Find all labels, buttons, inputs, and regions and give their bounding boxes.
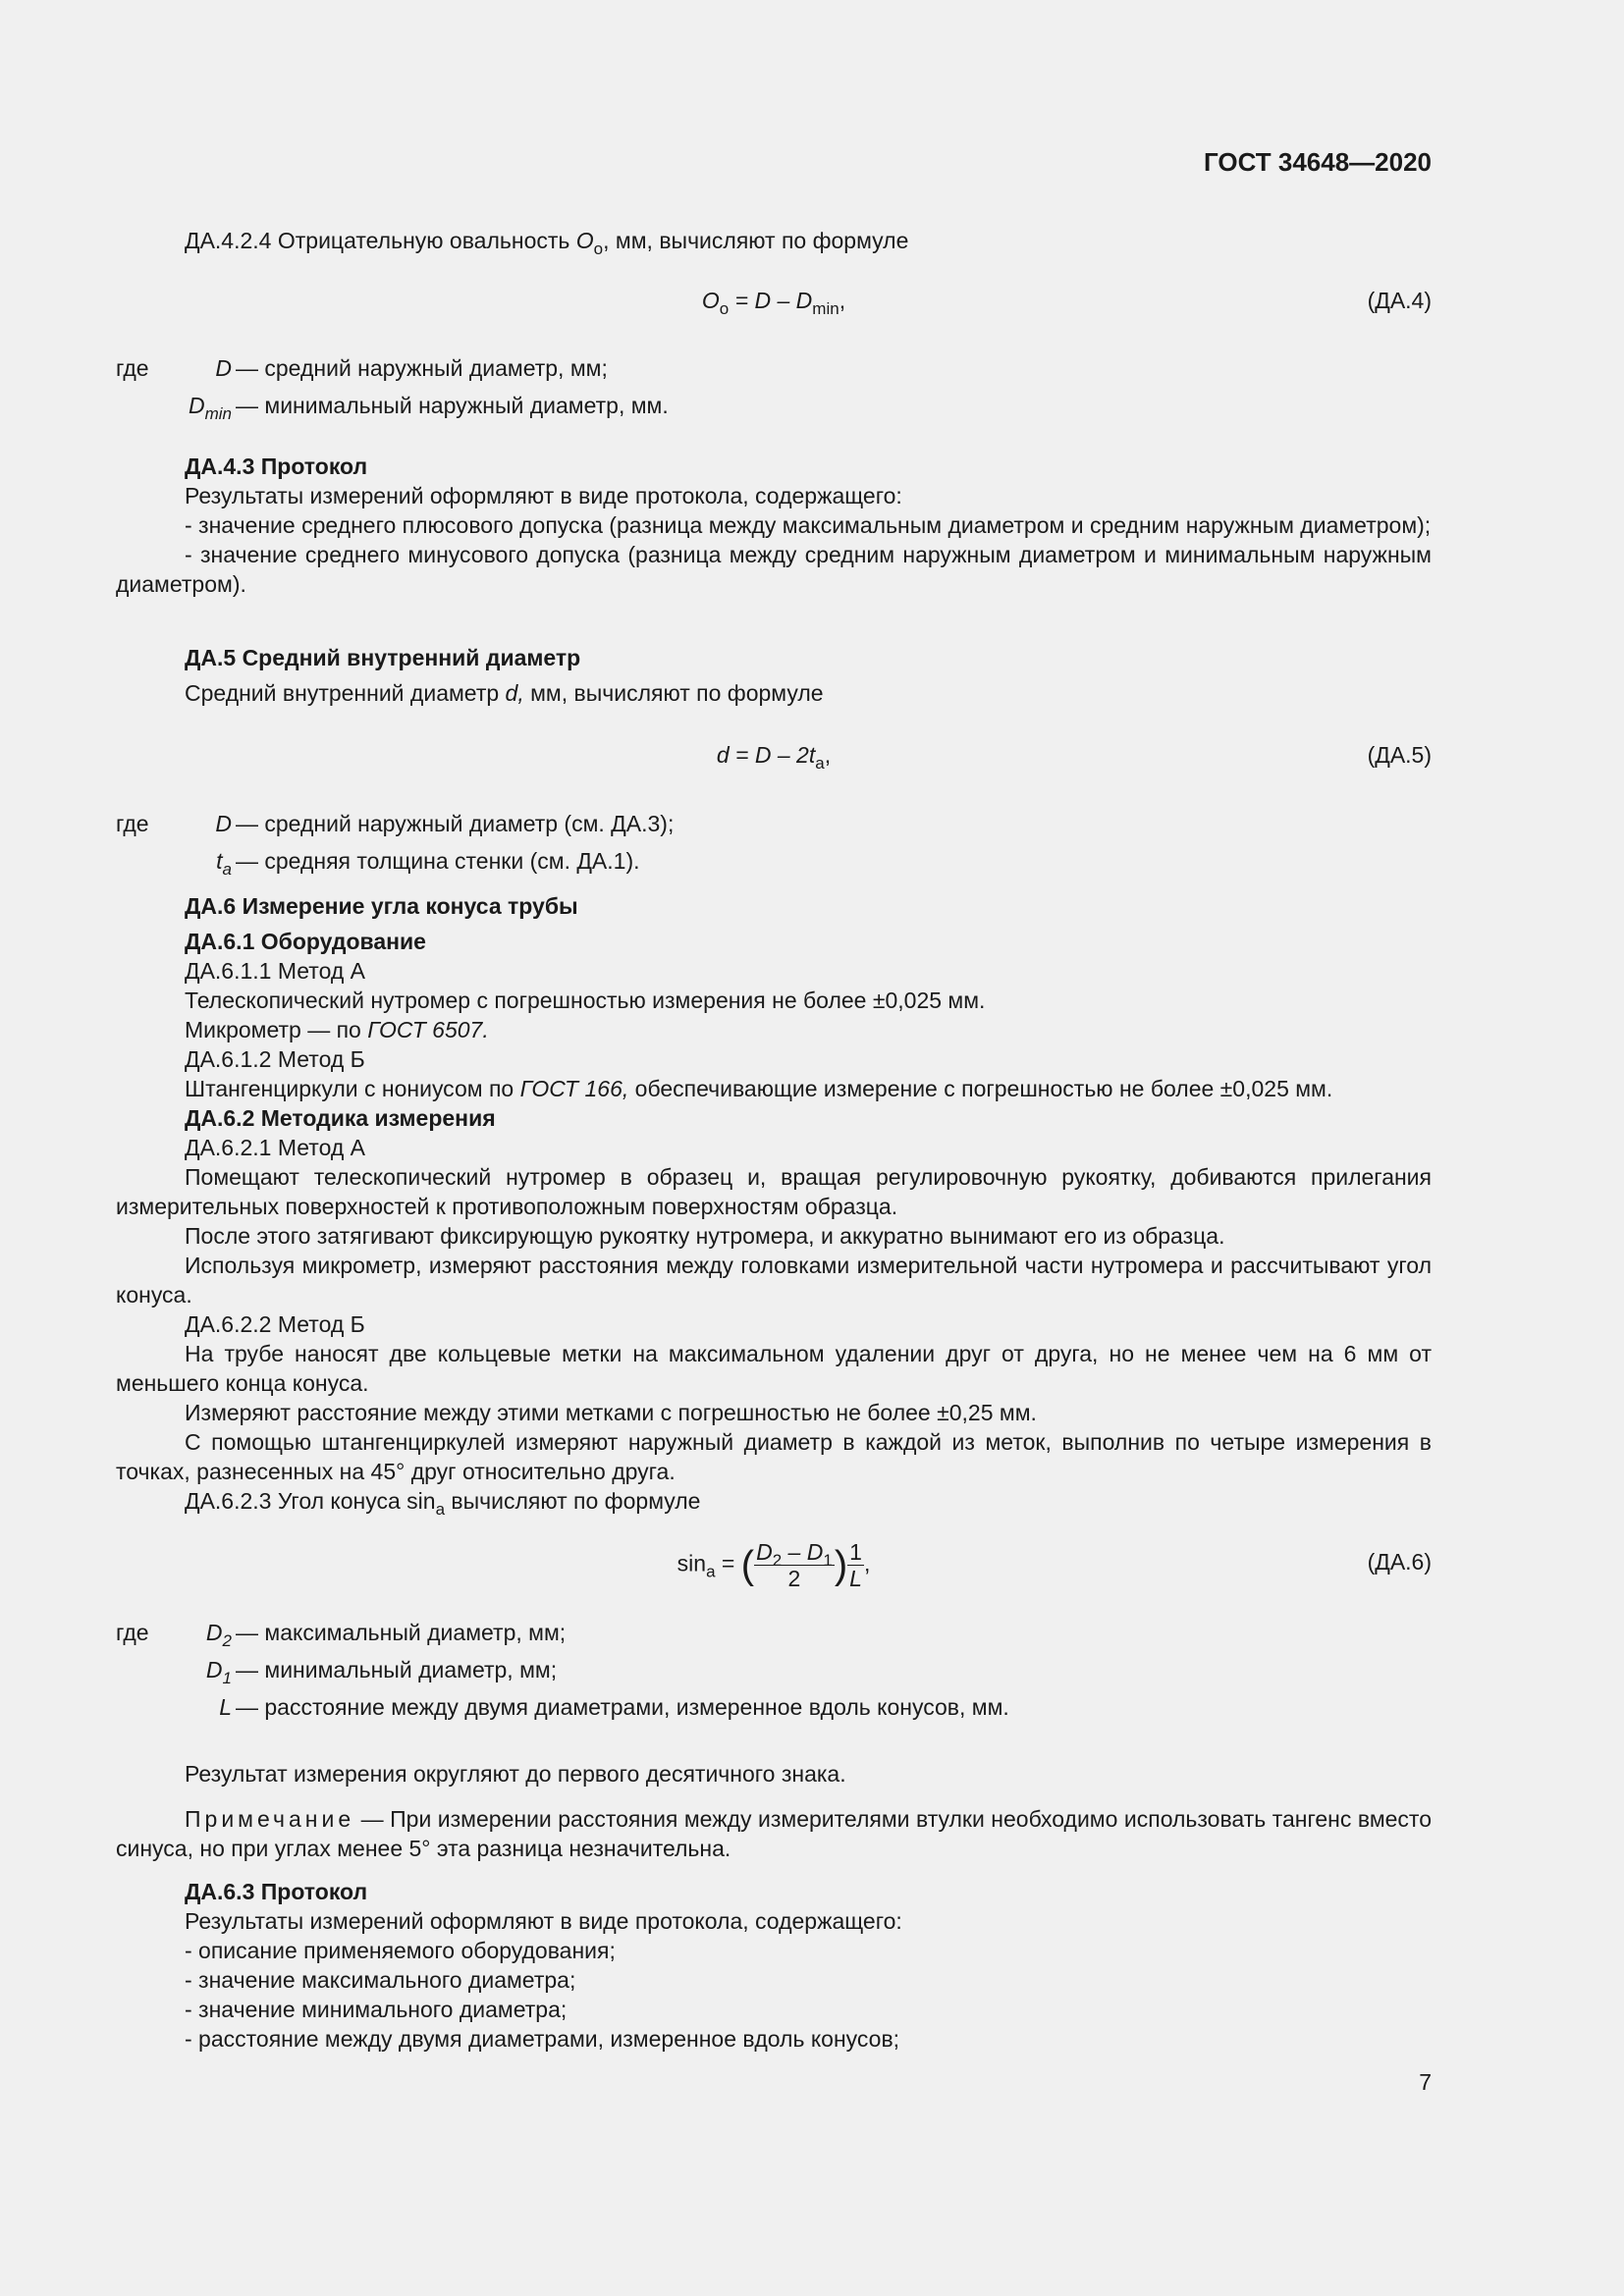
heading-da5: ДА.5 Средний внутренний диаметр [185, 645, 581, 670]
legend-row: L — расстояние между двумя диаметрами, измеренное вдоль конусов, мм. [219, 1694, 1009, 1720]
section-da424 [116, 226, 1432, 258]
standard-number: ГОСТ 34648—2020 [1204, 147, 1432, 177]
section-da43: ДА.4.3 Протокол Результаты измерений оформляют в виде протокола, содержащего: - значение среднего плюсового допуска (разница между максимальным диаметром и средним наружным диаметром); - значение среднего минусового допуска (разница между средним наружным диаметром и минимальным наружным диаметром). [116, 454, 1432, 597]
formula-number: (ДА.5) [1367, 742, 1432, 768]
heading-da62: ДА.6.2 Методика измерения [185, 1105, 496, 1131]
section-result: Результат измерения округляют до первого десятичного знака. Примечание — При измерении расстояния между измерителями втулки необходимо использовать тангенс вместо синуса, но при углах менее 5° эта разница незначительна. ДА.6.3 Протокол Результаты измерений оформляют в виде протокола, содержащего: - описание применяемого оборудования; - значение максимального диаметра; - значение минимального диаметра; - расстояние между двумя диаметрами, измеренное вдоль конусов; [116, 1761, 1432, 2052]
section-da6: ДА.6 Измерение угла конуса трубы ДА.6.1 Оборудование ДА.6.1.1 Метод А Телескопический нутромер с погрешностью измерения не более ±0,025 мм. Микрометр — по ГОСТ 6507. ДА.6.1.2 Метод Б Штангенциркули с нониусом по ГОСТ 166, обеспечивающие измерение с погрешностью не более ±0,025 мм. ДА.6.2 Методика измерения ДА.6.2.1 Метод А Помещают телескопический нутромер в образец и, вращая регулировочную рукоятку, добиваются прилегания измерительных поверхностей к противоположным поверхностям образца. После этого затягивают фиксирующую рукоятку нутромера, и аккуратно вынимают его из образца. Используя микрометр, измеряют расстояния между головками измерительной части нутромера и рассчитывают угол конуса. ДА.6.2.2 Метод Б На трубе наносят две кольцевые метки на максимальном удалении друг от друга, но не менее чем на 6 мм от меньшего конца конуса. Измеряют расстояние между этими метками с погрешностью не более ±0,25 мм. С помощью штангенциркулей измеряют наружный диаметр в каждой из меток, выполнив по четыре измерения в точках, разнесенных на 45° друг относительно друга. ДА.6.2.3 Угол конуса $\sin_a$ вычисляют по формуле [116, 893, 1432, 1519]
heading-da6: ДА.6 Измерение угла конуса трубы [185, 893, 578, 919]
formula-da6: $\sin_a$ = ( $\frac{D_2 - D_1}{2}$ ) $\frac{1}{L}$ , (ДА.6) [677, 1539, 1432, 1591]
legend-da4 [116, 349, 1432, 424]
legend-row: $D_{min}$ — минимальный наружный диаметр, мм. [188, 393, 669, 423]
formula-number: (ДА.6) [1367, 1549, 1432, 1575]
formula-da4: $O_o = D - D_{min}$, (ДА.4) [701, 288, 1432, 318]
list-item: - значение минимального диаметра; [185, 1997, 568, 2022]
legend-row: $D_1$ — минимальный диаметр, мм; [205, 1657, 558, 1687]
paragraph-da424: ДА.4.2.4 Отрицательную овальность $O_o$, мм, вычисляют по формуле [185, 228, 909, 258]
legend-row: $t_a$ — средняя толщина стенки (см. ДА.1). [216, 848, 640, 879]
heading-da43: ДА.4.3 Протокол [185, 454, 368, 479]
list-item: - расстояние между двумя диаметрами, измеренное вдоль конусов; [185, 2026, 900, 2052]
section-da5: ДА.5 Средний внутренний диаметр Средний внутренний диаметр d, мм, вычисляют по формуле [116, 643, 1432, 708]
list-item: - описание применяемого оборудования; [185, 1938, 616, 1963]
note: Примечание — При измерении расстояния между измерителями втулки необходимо использовать тангенс вместо синуса, но при углах менее 5° эта разница незначительна. [116, 1806, 1432, 1861]
legend-row: где $D_2$ — максимальный диаметр, мм; [116, 1620, 567, 1650]
legend-da5 [116, 805, 1432, 880]
list-item: - значение максимального диаметра; [185, 1967, 576, 1993]
heading-da61: ДА.6.1 Оборудование [185, 929, 426, 954]
heading-da63: ДА.6.3 Протокол [185, 1879, 368, 1904]
legend-da6 [116, 1614, 1432, 1726]
page-number: 7 [1419, 2069, 1432, 2095]
document-page [116, 0, 1432, 2296]
legend-row: где D — средний наружный диаметр, мм; [116, 355, 608, 381]
legend-row: где D — средний наружный диаметр (см. ДА.3); [116, 811, 675, 836]
formula-number: (ДА.4) [1367, 288, 1432, 313]
formula-da5: $d = D - 2t_a$, (ДА.5) [716, 742, 1432, 773]
